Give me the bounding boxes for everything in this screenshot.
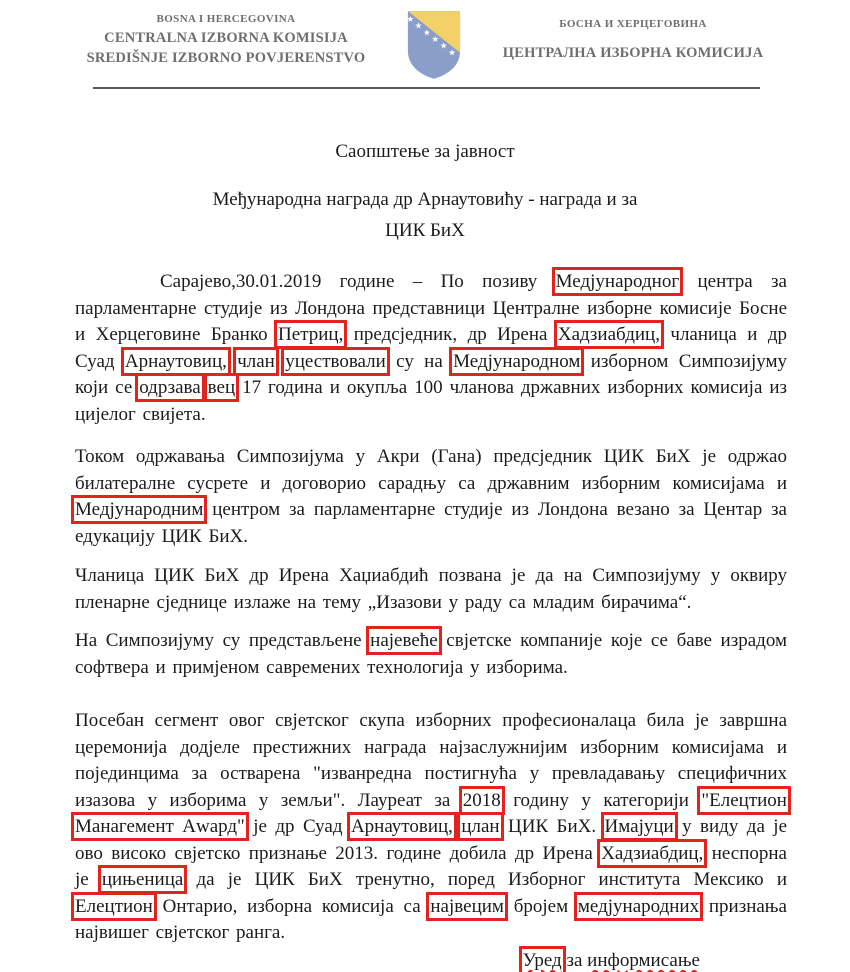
text-segment: свјетске компаније које се баве израдом софтвера и примјеном савремених технологија у изборима. bbox=[75, 630, 787, 678]
annotation-box: Петриц, bbox=[278, 324, 344, 345]
annotation-box: Имајуци bbox=[604, 816, 674, 837]
paragraph-1 bbox=[75, 269, 787, 428]
text-segment: 17 година и окупља 100 чланова државних изборних комисија из цијелог свијета. bbox=[75, 377, 788, 425]
org-name-latin bbox=[61, 10, 391, 68]
org-name-cyrillic bbox=[477, 10, 789, 63]
press-release-title: Саопштење за јавност bbox=[335, 141, 515, 162]
annotation-box: Медјународном bbox=[453, 350, 581, 372]
svg-text:★: ★ bbox=[431, 35, 440, 46]
text-segment: предсједник, др Ирена bbox=[343, 324, 558, 345]
paragraph-2 bbox=[75, 444, 787, 550]
annotation-box: медјународних bbox=[577, 895, 700, 917]
annotation-box: одрзава bbox=[139, 377, 201, 398]
text-segment: На Симпозијуму су представљене bbox=[75, 630, 371, 651]
annotation-box: Хадзиабдиц, bbox=[557, 324, 660, 345]
coat-of-arms-icon bbox=[405, 10, 463, 80]
org-title-croatian: SREDIŠNJE IZBORNO POVJERENSTVO bbox=[86, 50, 366, 66]
text-segment: бројем bbox=[503, 895, 578, 917]
annotation-box: најевеће bbox=[370, 630, 438, 651]
svg-text:★: ★ bbox=[439, 41, 448, 52]
text-segment: у виду да је ово високо свјетско признање 2013. године добила др Ирена bbox=[75, 816, 788, 864]
text-segment bbox=[227, 351, 237, 372]
text-segment: Чланица ЦИК БиХ др Ирена Хаџиабдић позвана је да на Симпозијуму у оквиру пленарне сједнице излаже на тему „Изазови у раду са младим бирачима“. bbox=[75, 565, 787, 613]
text-segment: признања највишег свјетског ранга. bbox=[75, 895, 787, 943]
text-segment: изборном Симпозијуму који се bbox=[75, 350, 788, 398]
paragraph-3 bbox=[75, 563, 787, 616]
org-title-latin: CENTRALNA IZBORNA KOMISIJA bbox=[104, 30, 348, 46]
annotation-box: уцествовали bbox=[285, 350, 386, 372]
text-segment: Онтарио, изборна комисија са bbox=[152, 895, 431, 917]
text-segment: Сарајево,30.01.2019 године – По позиву bbox=[160, 271, 556, 292]
document-subtitle bbox=[0, 184, 850, 246]
svg-text:★: ★ bbox=[406, 15, 415, 26]
annotation-box: Арнаутовиц, bbox=[124, 350, 227, 372]
text-segment: да је ЦИК БиХ тренутно, поред Изборног института Мексико и bbox=[183, 869, 787, 890]
text-segment: годину у категорији bbox=[500, 789, 702, 811]
text-segment bbox=[275, 351, 285, 372]
text-segment: центром за парламентарне студије из Лондона везано за Центар за едукацију ЦИК БиХ. bbox=[75, 499, 787, 547]
text-segment: су на bbox=[385, 350, 454, 372]
annotation-box: Хадзиабдиц, bbox=[601, 842, 704, 864]
svg-text:★: ★ bbox=[414, 21, 423, 32]
text-segment: центра за парламентарне студије из Лондона представници Централне изборне комисије Босне и Херцеговине Бранко bbox=[75, 271, 787, 345]
subtitle-line-2: ЦИК БиХ bbox=[385, 220, 465, 241]
annotation-box: Уред bbox=[522, 949, 562, 971]
annotation-box: 2018 bbox=[462, 789, 501, 811]
text-segment: информисање bbox=[587, 949, 700, 971]
annotation-box: цлан bbox=[461, 816, 500, 837]
signature-office bbox=[75, 950, 700, 972]
text-segment: Посебан сегмент овог свјетског скупа изборних професионалаца била је завршна церемонија додјеле престижних награда најзаслужнијим изборним комисијама и појединцима за остварена "изванредна постигнућа у превладавању специфичних изазова у изборима у земљи". Лауреат за bbox=[75, 710, 787, 811]
svg-text:★: ★ bbox=[423, 28, 431, 39]
org-country-latin: BOSNA I HERCEGOVINA bbox=[156, 13, 296, 25]
annotation-box: вец bbox=[207, 377, 236, 398]
annotation-box: цињеница bbox=[101, 869, 184, 890]
annotation-box: Елецтион bbox=[75, 895, 153, 917]
text-segment: Током одржавања Симпозијума у Акри (Гана) предсједник ЦИК БиХ је одржао билатералне сусрете и договорио сарадњу са државним изборним комисијама и bbox=[75, 446, 787, 494]
paragraph-4 bbox=[75, 628, 787, 681]
annotation-box: Арнаутовиц, bbox=[350, 816, 453, 837]
text-segment: је др Суад bbox=[244, 816, 351, 837]
document-body bbox=[0, 269, 850, 972]
org-country-cyrillic: БОСНА И ХЕРЦЕГОВИНА bbox=[559, 18, 707, 30]
svg-text:★: ★ bbox=[448, 48, 456, 59]
annotation-box: највецим bbox=[430, 895, 504, 917]
letterhead bbox=[0, 0, 850, 80]
annotation-box: "Елецтион Манагемент Аwард" bbox=[75, 789, 787, 837]
text-segment bbox=[201, 377, 208, 398]
text-segment: ЦИК БиХ. bbox=[499, 816, 605, 837]
annotation-box: члан bbox=[237, 350, 275, 372]
subtitle-line-1: Међународна награда др Арнаутовићу - награда и за bbox=[212, 189, 638, 210]
text-segment: за bbox=[561, 949, 588, 971]
text-segment: чланица и др Суад bbox=[75, 324, 787, 372]
annotation-box: Медјународним bbox=[75, 499, 204, 520]
text-segment: неспорна је bbox=[75, 842, 787, 890]
annotation-box: Медјународног bbox=[555, 271, 680, 292]
org-title-cyrillic: ЦЕНТРАЛНА ИЗБОРНА КОМИСИЈА bbox=[502, 45, 764, 61]
header-divider bbox=[93, 87, 760, 89]
paragraph-5 bbox=[75, 708, 787, 947]
